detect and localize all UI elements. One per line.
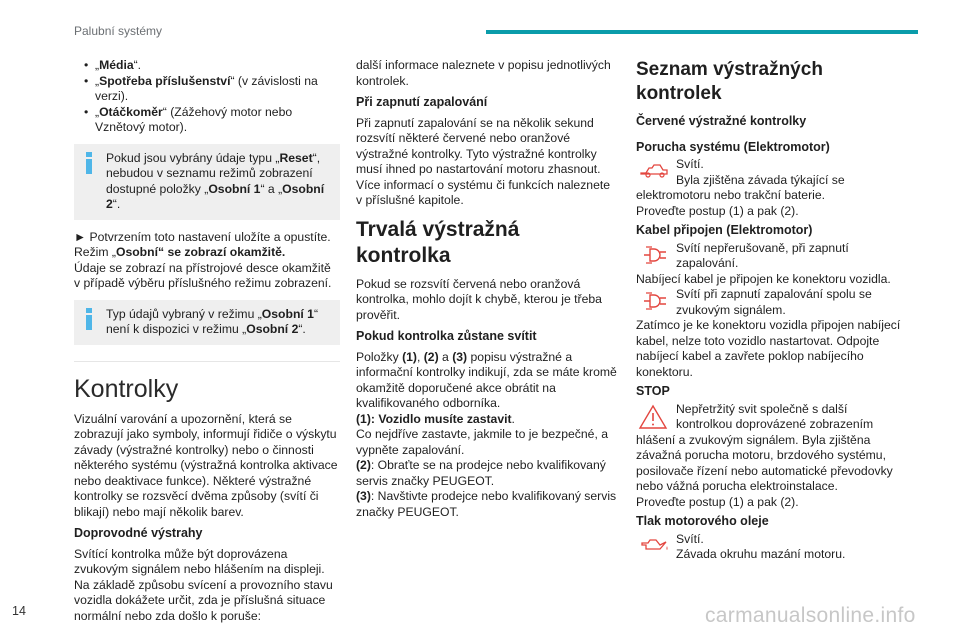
watermark: carmanualsonline.info	[705, 604, 916, 627]
info-note-2	[74, 300, 340, 345]
entry-text: Nepřetržitý svit společně s další kontrolkou doprovázené zobrazením	[676, 401, 874, 431]
entry-action: Proveďte postup (1) a pak (2).	[636, 494, 799, 509]
tlak-heading: Tlak motorového oleje	[636, 514, 769, 528]
item-1: (1): Vozidlo musíte zastavit.	[356, 411, 515, 426]
column-3	[636, 58, 906, 563]
trvala-heading: Trvalá výstražná kontrolka	[356, 217, 520, 267]
section-title: Palubní systémy	[74, 24, 163, 38]
entry-text: Svítí nepřerušovaně, při zapnutí zapalování.	[676, 240, 849, 270]
kontrolky-text: Vizuální varování a upozornění, která se zobrazují jako symboly, informují řidiče o výskytu závady (výstražné kontrolky) nebo o činnosti některého systému (výstražná kontrolka aktivace nebo deaktivace funkce). Některé výstražné kontrolky se rozsvěcí dvěma způsoby (svítí či blikají) nebo mají několik barev.	[74, 411, 338, 519]
kontrolky-heading: Kontrolky	[74, 374, 179, 403]
plug-icon	[636, 241, 672, 267]
page-number: 14	[12, 604, 26, 618]
pokud-heading: Pokud kontrolka zůstane svítit	[356, 329, 537, 343]
motor-fault-icon	[636, 157, 672, 183]
stop-heading: STOP	[636, 384, 670, 398]
entry-text: Svítí.	[676, 157, 704, 171]
kabel-heading: Kabel připojen (Elektromotor)	[636, 223, 813, 237]
entry-action: hlášení a zvukovým signálem. Byla zjištěna závažná porucha motoru, brzdového systému, posilovače řízení nebo automatické převodovky nebo vážná porucha elektroinstalace.	[636, 432, 893, 493]
confirm-text-2: Režim „Osobní“ se zobrazí okamžitě.	[74, 245, 286, 259]
column-1	[74, 58, 340, 628]
info-note-text: Pokud jsou vybrány údaje typu „Reset“, nebudou v seznamu režimů zobrazení dostupné položky „Osobní 1“ a „Osobní 2“.	[106, 150, 325, 211]
polozky-text: Položky (1), (2) a (3) popisu výstražné a informační kontrolky indikují, zda se máte kromě okamžitě doporučené akce obrátit na kvalifikovaného odborníka.	[356, 349, 617, 410]
info-icon	[86, 152, 92, 174]
entry-action: Zatímco je ke konektoru vozidla připojen nabíjecí kabel, nelze toto vozidlo nastartovat. Odpojte nabíjecí kabel a zavřete poklop nabíjecího konektoru.	[636, 318, 901, 379]
entry-text: Závada okruhu mazání motoru.	[676, 547, 846, 561]
oil-can-icon	[636, 532, 672, 558]
item-2: (2): Obraťte se na prodejce nebo kvalifikovaný servis značky PEUGEOT.	[356, 458, 606, 488]
header-accent-bar	[486, 30, 918, 34]
entry-text: Byla zjištěna závada týkající se elektromotoru nebo trakční baterie.	[636, 172, 845, 202]
page-title: Seznam výstražných kontrolek	[636, 59, 823, 104]
intro-text: další informace naleznete v popisu jednotlivých kontrolek.	[356, 58, 611, 88]
entry-action: Nabíjecí kabel je připojen ke konektoru vozidla.	[636, 271, 891, 286]
warning-entry	[636, 241, 906, 272]
info-note-text: Typ údajů vybraný v režimu „Osobní 1“ není k dispozici v režimu „Osobní 2“.	[106, 306, 319, 336]
info-icon	[86, 308, 92, 330]
doprovodne-text: Svítící kontrolka může být doprovázena zvukovým signálem nebo hlášením na displeji. Na základě způsobu svícení a provozního stavu vozidla dokážete určit, zda je příslušná situace normální nebo zda došlo k poruše:	[74, 546, 333, 623]
entry-text: Svítí při zapnutí zapalování spolu se zvukovým signálem.	[676, 287, 872, 317]
confirm-text: ► Potvrzením toto nastavení uložíte a opustíte.	[74, 229, 331, 244]
trvala-text: Pokud se rozsvítí červená nebo oranžová kontrolka, mohlo dojít k chybě, kterou je třeba prověřit.	[356, 276, 602, 322]
zapnuti-heading: Při zapnutí zapalování	[356, 95, 488, 109]
warning-entry	[636, 287, 906, 318]
column-2	[356, 58, 618, 520]
item-1-text: Co nejdříve zastavte, jakmile to je bezpečné, a vypněte zapalování.	[356, 427, 609, 457]
list-item: • „Média“.	[74, 58, 340, 74]
divider	[74, 361, 340, 362]
info-note	[74, 144, 340, 220]
doprovodne-heading: Doprovodné výstrahy	[74, 526, 203, 540]
porucha-heading: Porucha systému (Elektromotor)	[636, 139, 830, 154]
entry-text: Svítí.	[676, 531, 704, 546]
warning-triangle-icon	[636, 402, 672, 428]
confirm-text-3: Údaje se zobrazí na přístrojové desce okamžitě v případě výběru příslušného režimu zobrazení.	[74, 260, 332, 290]
list-item: • „Otáčkoměr“ (Zážehový motor nebo Vznětový motor).	[74, 105, 340, 136]
warning-entry	[636, 532, 906, 563]
warning-entry	[636, 157, 906, 204]
entry-action: Proveďte postup (1) a pak (2).	[636, 203, 799, 218]
item-3: (3): Navštivte prodejce nebo kvalifikovaný servis značky PEUGEOT.	[356, 489, 617, 519]
plug-icon	[636, 287, 672, 313]
list-item: • „Spotřeba příslušenství“ (v závislosti na verzi).	[74, 74, 340, 105]
cervene-heading: Červené výstražné kontrolky	[636, 114, 807, 128]
zapnuti-text: Při zapnutí zapalování se na několik sekund rozsvítí některé červené nebo oranžové výstražné kontrolky. Tyto výstražné kontrolky musí ihned po nastartování motoru zhasnout. Více informací o systému či funkcích naleznete v příslušné kapitole.	[356, 115, 611, 207]
warning-entry	[636, 402, 906, 433]
